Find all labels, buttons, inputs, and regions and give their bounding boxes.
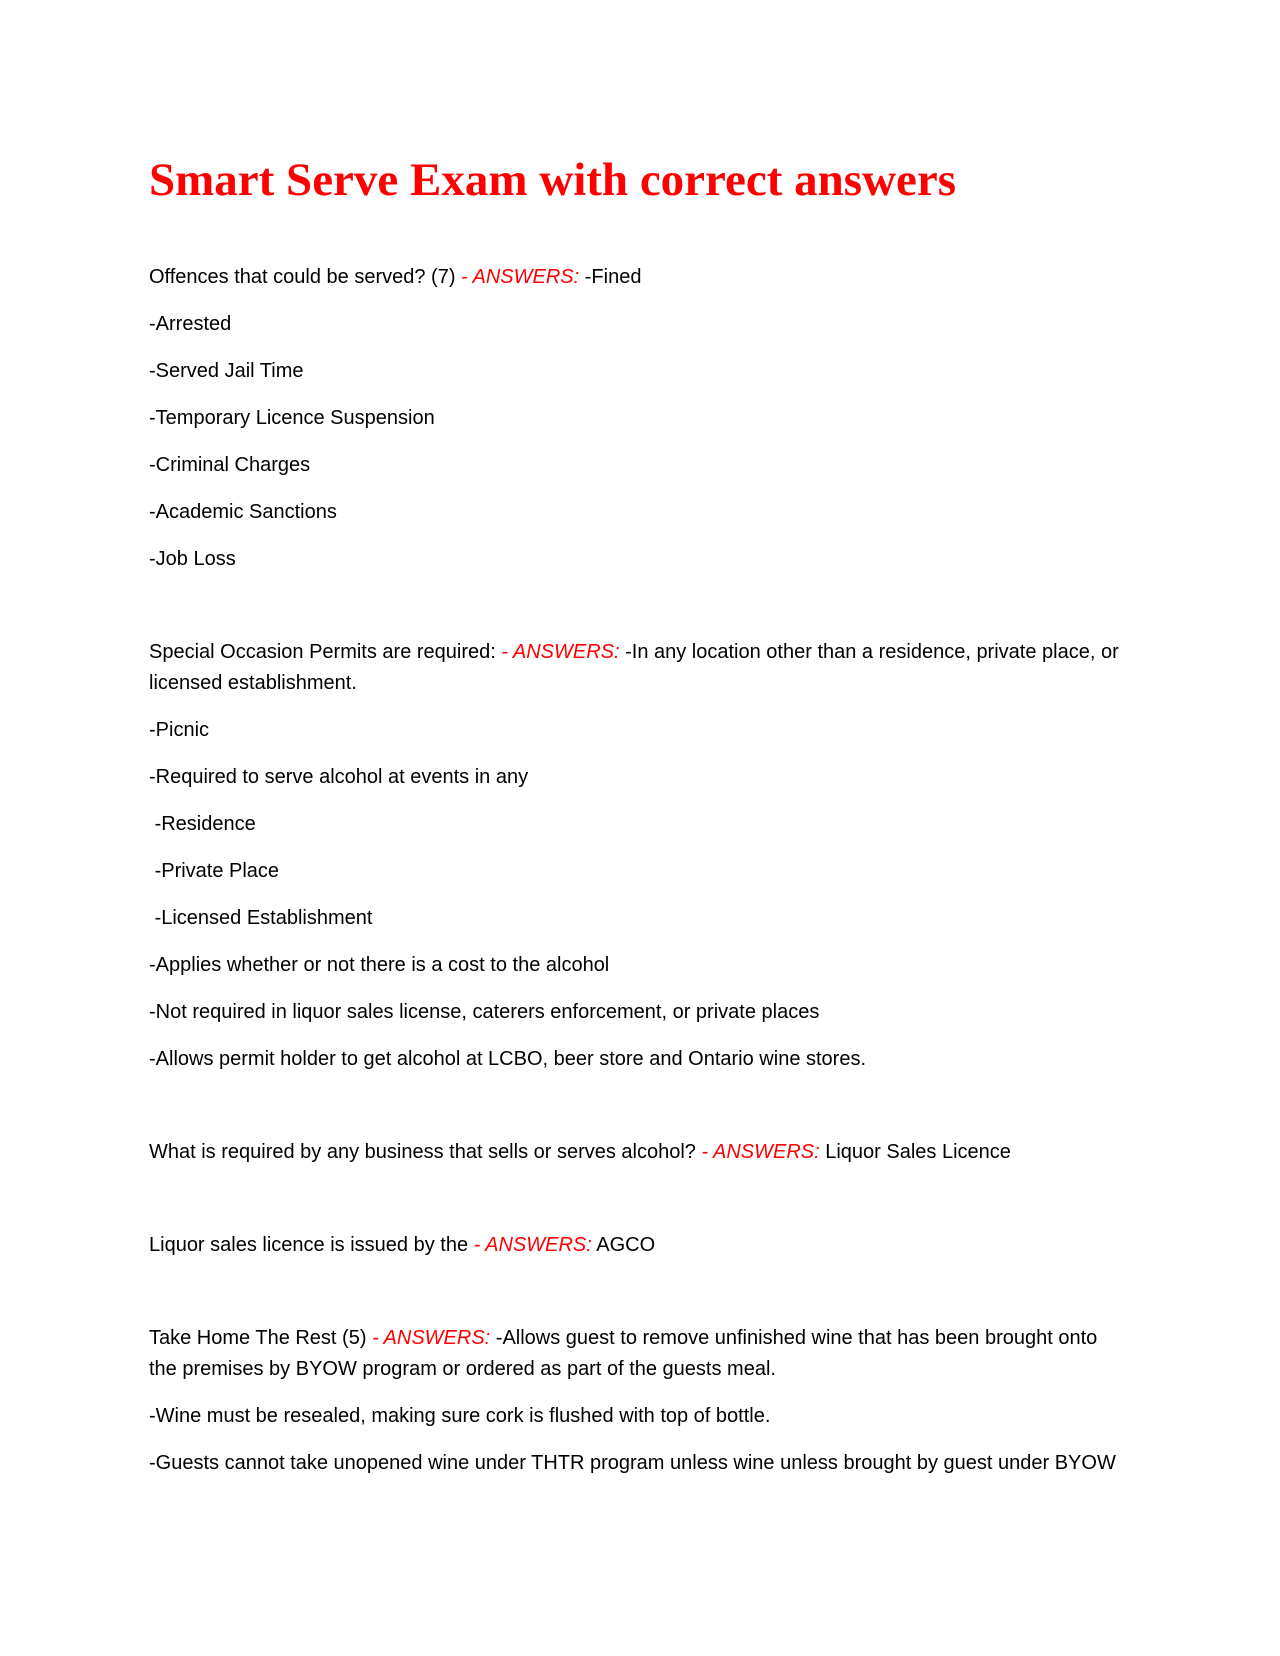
question-paragraph (149, 1230, 1124, 1261)
question-paragraph (149, 262, 1124, 293)
question-text: What is required by any business that sells or serves alcohol? (149, 1141, 696, 1163)
answer-list-item: -Picnic (149, 719, 210, 741)
question-text: Special Occasion Permits are required: (149, 641, 496, 663)
section-spacer (149, 591, 1124, 637)
answer-list-item: -Private Place (149, 860, 280, 882)
answer-list-item: -Served Jail Time (149, 360, 304, 382)
answer-text: Liquor Sales Licence (825, 1141, 1011, 1163)
answer-text: AGCO (596, 1234, 656, 1256)
section-spacer (149, 1184, 1124, 1230)
answer-marker: - ANSWERS: (372, 1327, 491, 1349)
answer-list-item: -Academic Sanctions (149, 501, 337, 523)
answer-list-item: -Wine must be resealed, making sure cork is flushed with top of bottle. (149, 1405, 771, 1427)
answer-list-item: -Allows permit holder to get alcohol at LCBO, beer store and Ontario wine stores. (149, 1048, 867, 1070)
answer-list-item: -Temporary Licence Suspension (149, 407, 435, 429)
answer-marker: - ANSWERS: (501, 641, 620, 663)
document-title: Smart Serve Exam with correct answers (149, 154, 957, 206)
answer-list-item: -Criminal Charges (149, 454, 311, 476)
section-spacer (149, 1091, 1124, 1137)
question-text: Liquor sales licence is issued by the (149, 1234, 469, 1256)
answer-list-item: -Applies whether or not there is a cost to the alcohol (149, 954, 610, 976)
answer-marker: - ANSWERS: (701, 1141, 820, 1163)
question-list (149, 262, 1124, 1479)
question-paragraph (149, 637, 1124, 699)
answer-list-item: -Not required in liquor sales license, caterers enforcement, or private places (149, 1001, 820, 1023)
answer-list-item: -Required to serve alcohol at events in any (149, 766, 529, 788)
document-page (149, 148, 1124, 1495)
question-paragraph (149, 1323, 1124, 1385)
question-text: Offences that could be served? (7) (149, 266, 456, 288)
section-spacer (149, 1277, 1124, 1323)
answer-marker: - ANSWERS: (473, 1234, 592, 1256)
answer-marker: - ANSWERS: (461, 266, 580, 288)
answer-list-item: -Residence (149, 813, 256, 835)
answer-text: -Allows guest to remove unfinished wine that has been brought onto the premises by BYOW program or ordered as part of the guests meal. (149, 1327, 1098, 1380)
answer-text: -In any location other than a residence, private place, or licensed establishment. (149, 641, 1119, 694)
answer-list-item: -Job Loss (149, 548, 236, 570)
question-paragraph (149, 1137, 1124, 1168)
answer-list-item: -Guests cannot take unopened wine under THTR program unless wine unless brought by guest under BYOW (149, 1452, 1116, 1474)
answer-list-item: -Arrested (149, 313, 232, 335)
answer-list-item: -Licensed Establishment (149, 907, 373, 929)
question-text: Take Home The Rest (5) (149, 1327, 367, 1349)
answer-text: -Fined (584, 266, 642, 288)
